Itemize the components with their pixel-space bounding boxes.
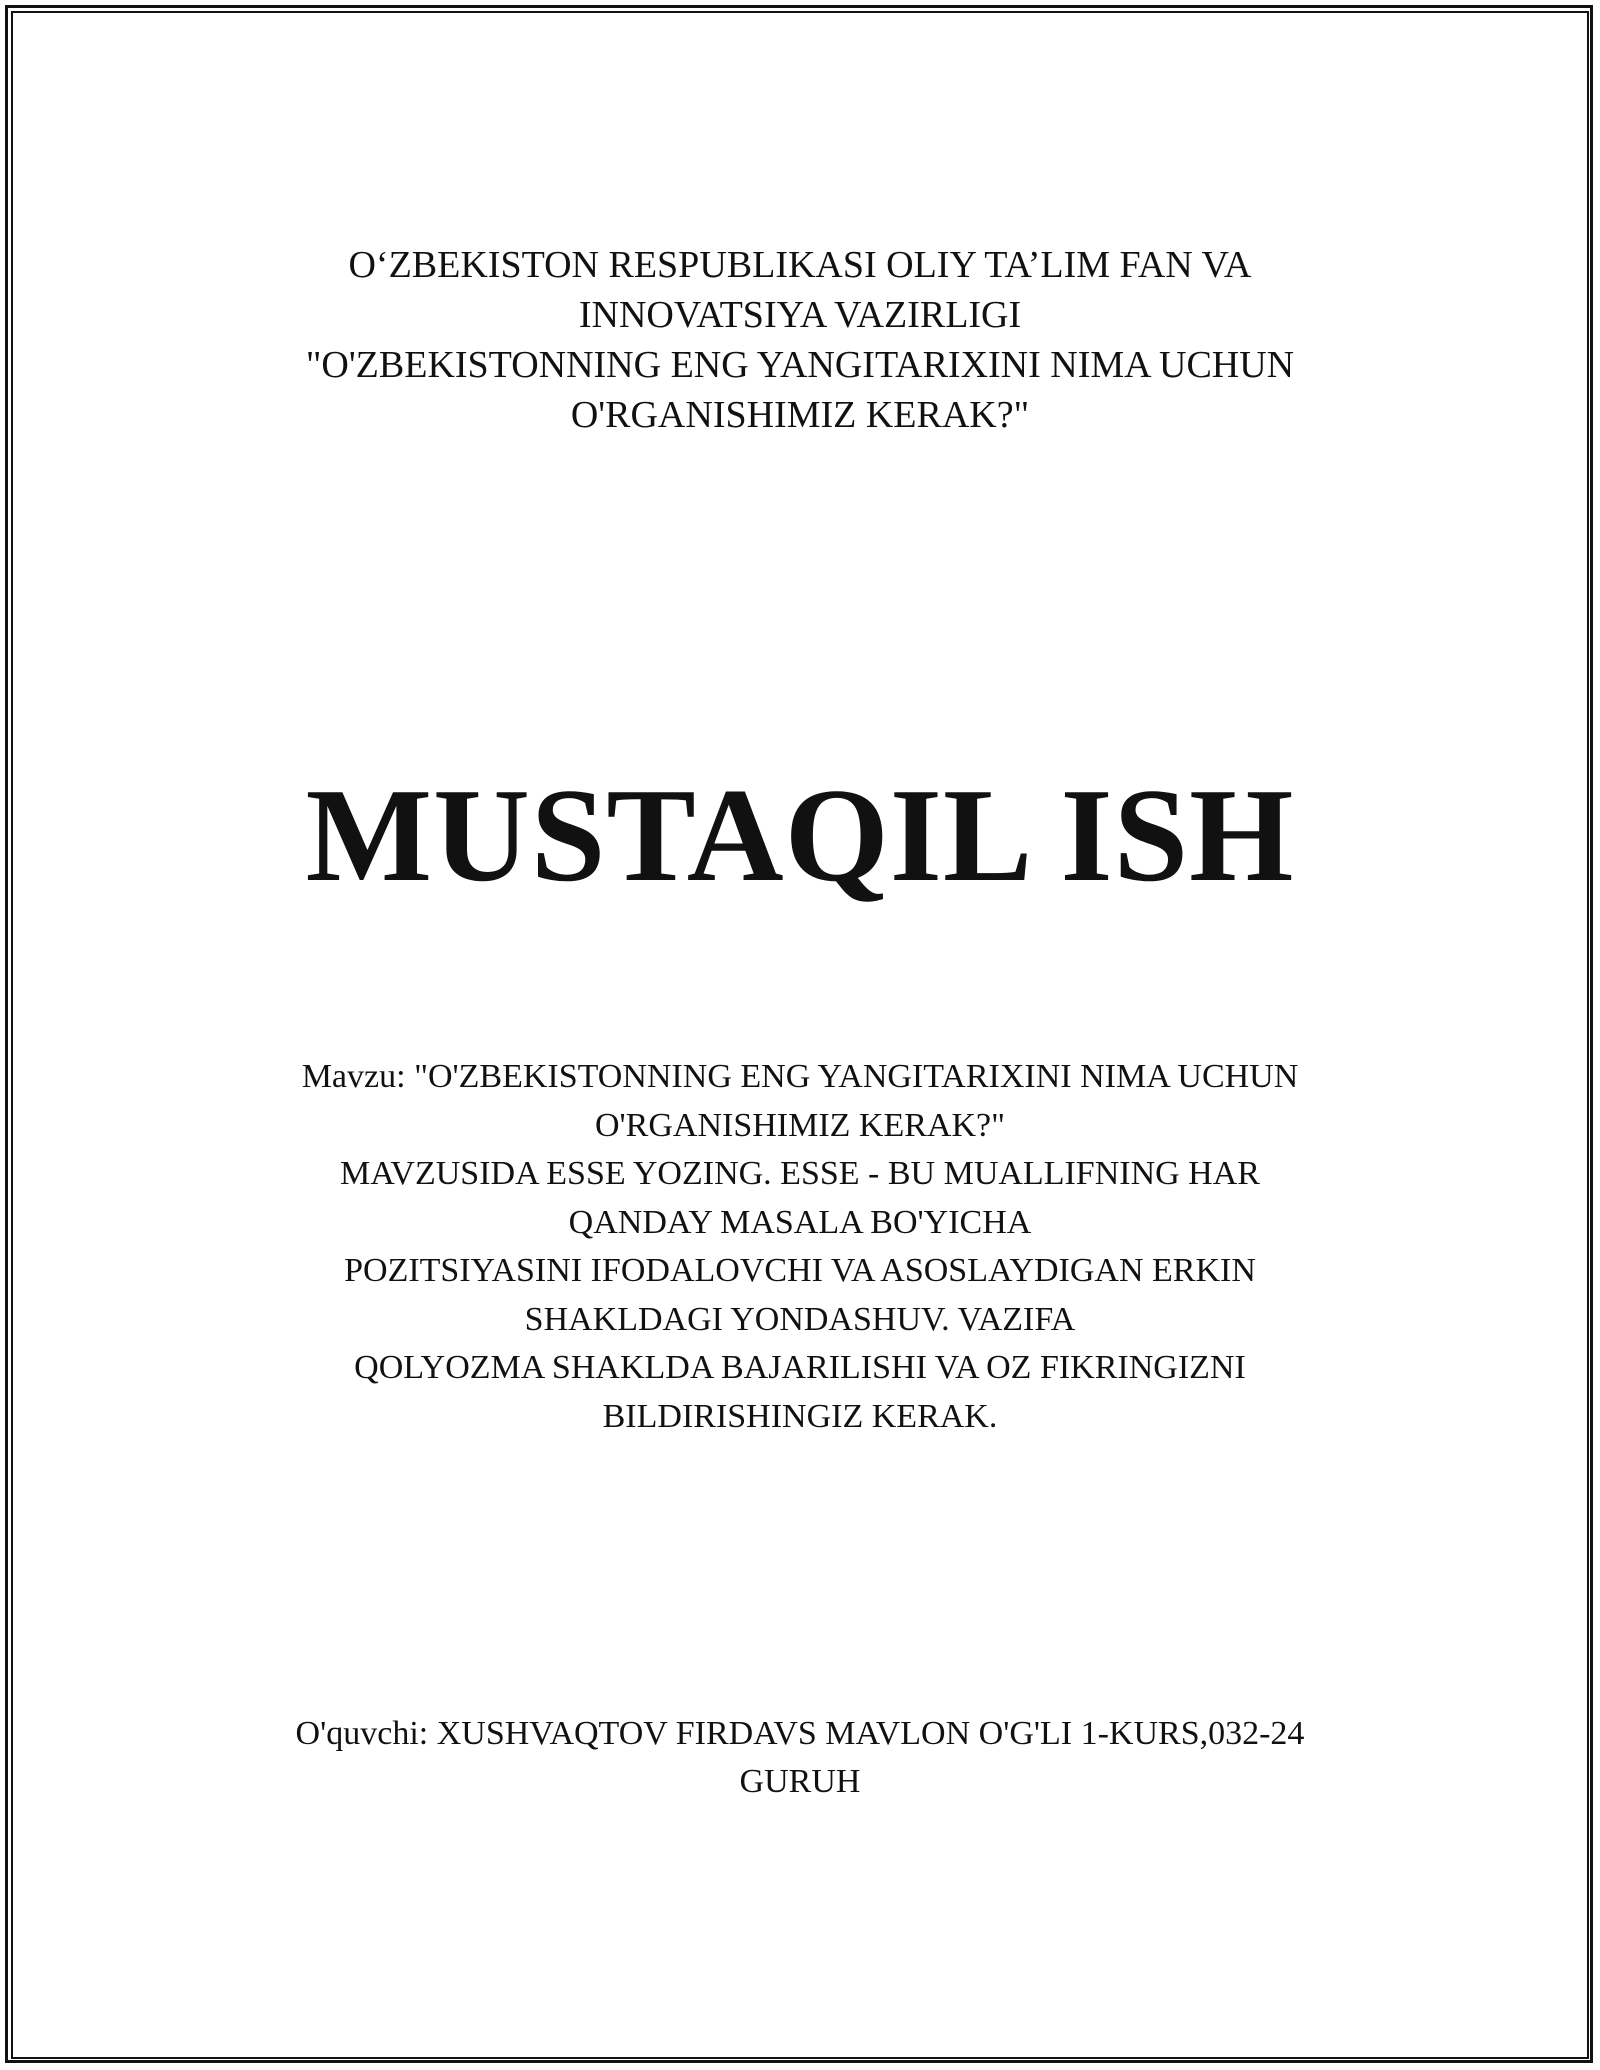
student-line: O'quvchi: XUSHVAQTOV FIRDAVS MAVLON O'G'LI 1-KURS,032-24	[295, 1715, 1305, 1752]
topic-line: BILDIRISHINGIZ KERAK.	[602, 1397, 998, 1435]
document-title: MUSTAQIL ISH	[305, 761, 1295, 909]
student-line: GURUH	[739, 1763, 861, 1800]
student-info	[0, 1710, 1600, 1806]
topic-line: POZITSIYASINI IFODALOVCHI VA ASOSLAYDIGAN ERKIN	[344, 1252, 1256, 1289]
topic-line: QANDAY MASALA BO'YICHA	[568, 1203, 1032, 1241]
header-line: INNOVATSIYA VAZIRLIGI	[578, 294, 1022, 336]
topic-line: MAVZUSIDA ESSE YOZING. ESSE - BU MUALLIFNING HAR	[340, 1155, 1260, 1192]
header-line: O‘ZBEKISTON RESPUBLIKASI OLIY TA’LIM FAN VA	[348, 244, 1252, 286]
header-line: O'RGANISHIMIZ KERAK?"	[570, 394, 1030, 436]
topic-line: Mavzu: "O'ZBEKISTONNING ENG YANGITARIXINI NIMA UCHUN	[301, 1058, 1299, 1095]
topic-line: SHAKLDAGI YONDASHUV. VAZIFA	[524, 1300, 1076, 1338]
header-line: "O'ZBEKISTONNING ENG YANGITARIXINI NIMA UCHUN	[305, 344, 1295, 386]
topic-line: O'RGANISHIMIZ KERAK?"	[594, 1106, 1006, 1144]
ministry-header	[0, 240, 1600, 440]
topic-line: QOLYOZMA SHAKLDA BAJARILISHI VA OZ FIKRINGIZNI	[354, 1349, 1246, 1386]
topic-description	[0, 1053, 1600, 1441]
